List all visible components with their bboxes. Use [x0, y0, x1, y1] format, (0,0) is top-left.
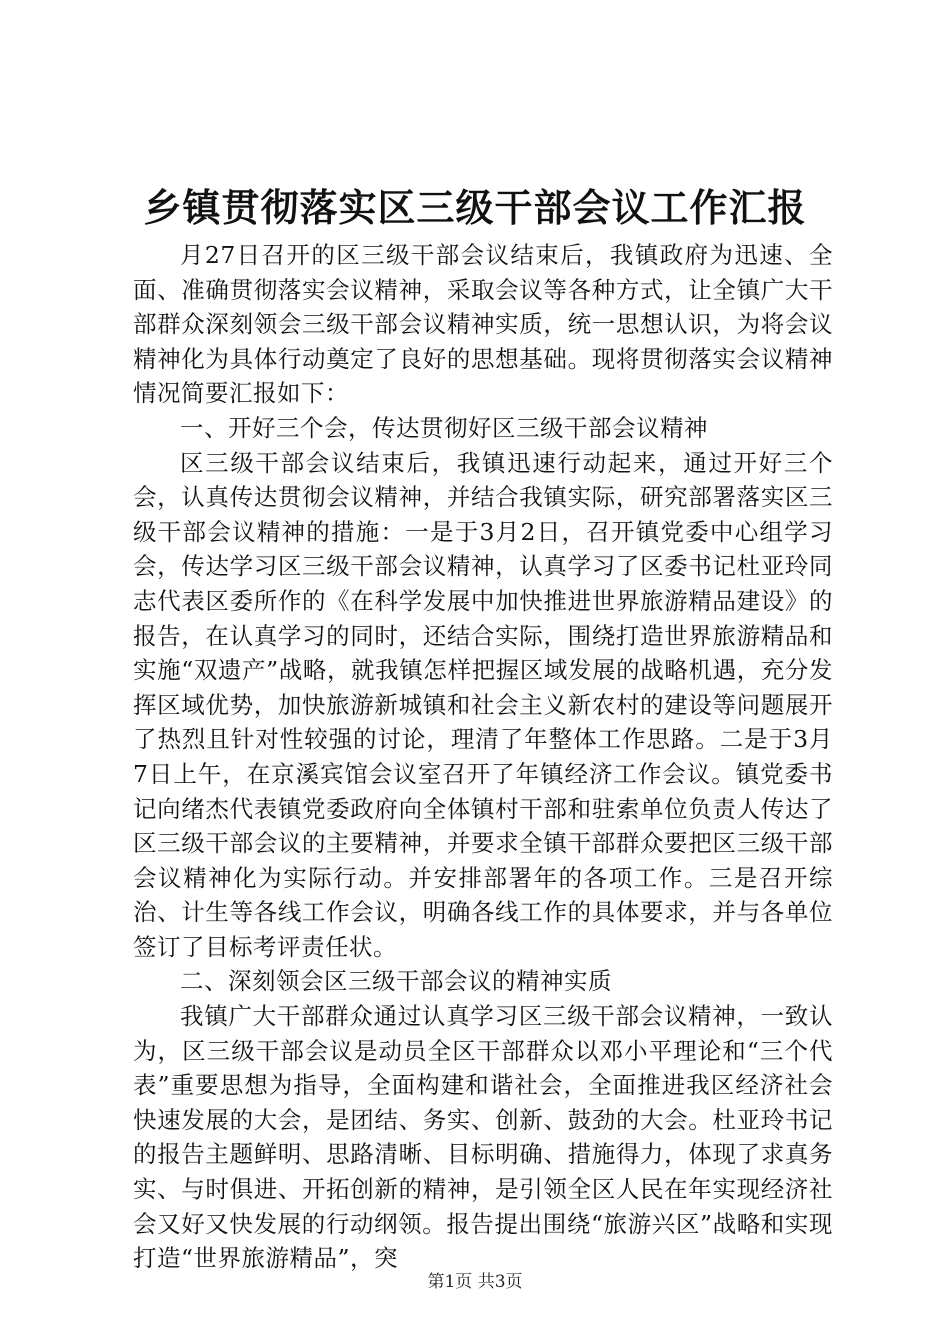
document-title: 乡镇贯彻落实区三级干部会议工作汇报 — [143, 185, 807, 230]
section-2-paragraph: 我镇广大干部群众通过认真学习区三级干部会议精神，一致认为，区三级干部会议是动员全区干部群众以邓小平理论和“三个代表”重要思想为指导，全面构建和谐社会，全面推进我区经济社会快速发展的大会，是团结、务实、创新、鼓劲的大会。杜亚玲书记的报告主题鲜明、思路清晰、目标明确、措施得力，体现了求真务实、与时俱进、开拓创新的精神，是引领全区人民在年实现经济社会又好又快发展的行动纲领。报告提出围绕“旅游兴区”战略和实现打造“世界旅游精品”，突 — [133, 1002, 833, 1273]
intro-paragraph: 月27日召开的区三级干部会议结束后，我镇政府为迅速、全面、准确贯彻落实会议精神，采取会议等各种方式，让全镇广大干部群众深刻领会三级干部会议精神实质，统一思想认识，为将会议精神化为具体行动奠定了良好的思想基础。现将贯彻落实会议精神情况简要汇报如下： — [133, 241, 833, 408]
document-body — [133, 238, 833, 1276]
section-heading-1: 一、开好三个会，传达贯彻好区三级干部会议精神 — [180, 413, 708, 442]
page-footer: 第1页 共3页 — [427, 1272, 523, 1292]
section-1-paragraph: 区三级干部会议结束后，我镇迅速行动起来，通过开好三个会，认真传达贯彻会议精神，并结合我镇实际，研究部署落实区三级干部会议精神的措施：一是于3月2日，召开镇党委中心组学习会，传达学习区三级干部会议精神，认真学习了区委书记杜亚玲同志代表区委所作的《在科学发展中加快推进世界旅游精品建设》的报告，在认真学习的同时，还结合实际，围绕打造世界旅游精品和实施“双遗产”战略，就我镇怎样把握区域发展的战略机遇，充分发挥区域优势，加快旅游新城镇和社会主义新农村的建设等问题展开了热烈且针对性较强的讨论，理清了年整体工作思路。二是于3月7日上午，在京溪宾馆会议室召开了年镇经济工作会议。镇党委书记向绪杰代表镇党委政府向全体镇村干部和驻索单位负责人传达了区三级干部会议的主要精神，并要求全镇干部群众要把区三级干部会议精神化为实际行动。并安排部署年的各项工作。三是召开综治、计生等各线工作会议，明确各线工作的具体要求，并与各单位签订了目标考评责任状。 — [133, 448, 833, 961]
section-heading-2: 二、深刻领会区三级干部会议的精神实质 — [180, 967, 612, 996]
